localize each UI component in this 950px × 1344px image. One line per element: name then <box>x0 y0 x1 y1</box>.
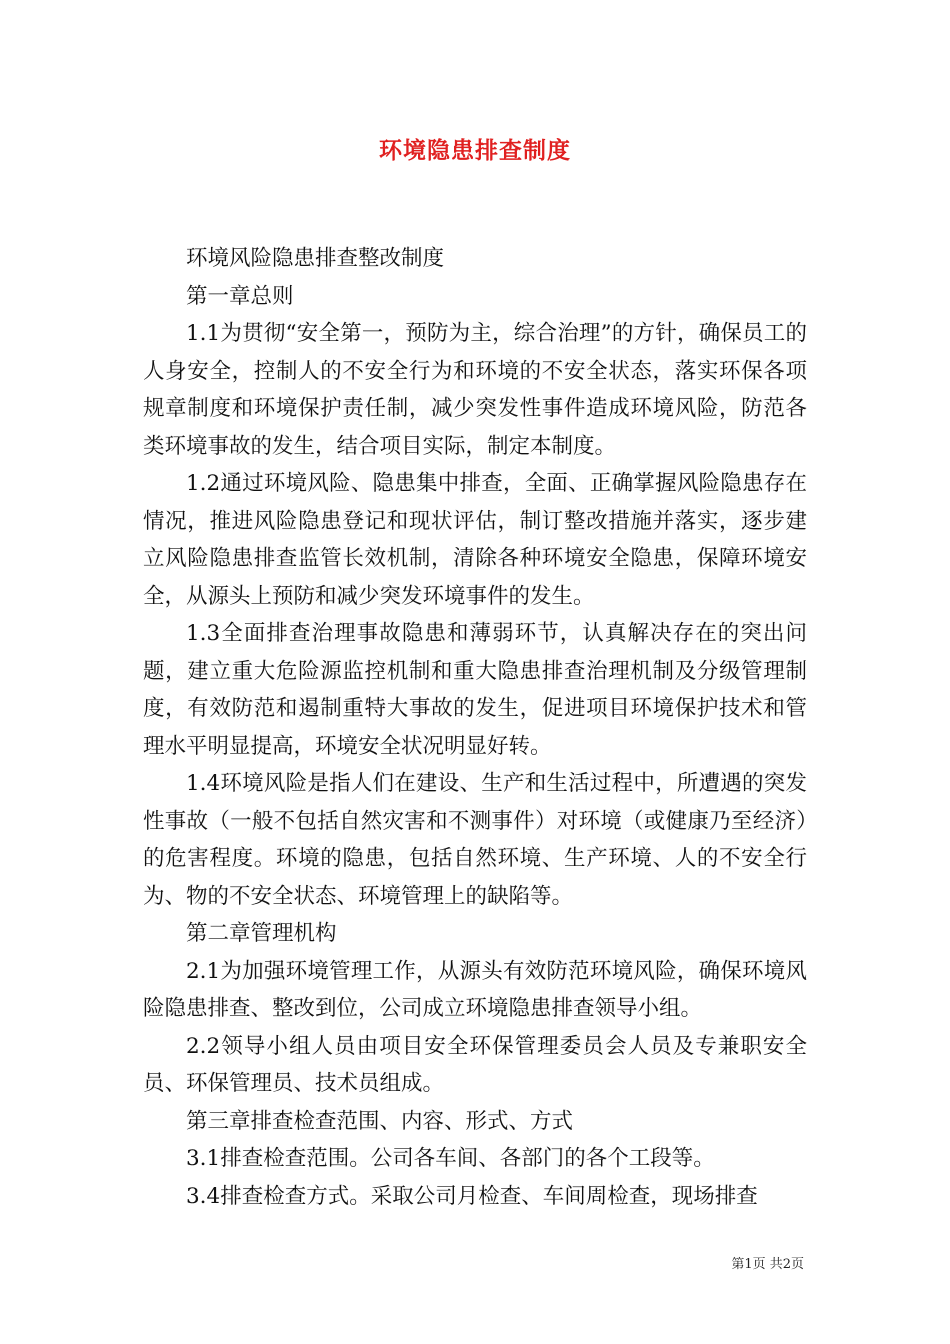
document-body <box>143 240 807 1215</box>
paragraph: 2.1为加强环境管理工作，从源头有效防范环境风险，确保环境风险隐患排查、整改到位，公司成立环境隐患排查领导小组。 <box>143 958 807 1021</box>
paragraph: 1.3全面排查治理事故隐患和薄弱环节，认真解决存在的突出问题，建立重大危险源监控机制和重大隐患排查治理机制及分级管理制度，有效防范和遏制重特大事故的发生，促进项目环境保护技术和管理水平明显提高，环境安全状况明显好转。 <box>143 621 807 759</box>
paragraph: 1.4环境风险是指人们在建设、生产和生活过程中，所遭遇的突发性事故（一般不包括自然灾害和不测事件）对环境（或健康乃至经济）的危害程度。环境的隐患，包括自然环境、生产环境、人的不安全行为、物的不安全状态、环境管理上的缺陷等。 <box>143 771 807 909</box>
chapter-heading: 第二章管理机构 <box>186 921 337 946</box>
page-number: 第1页 共2页 <box>731 1257 804 1272</box>
paragraph: 3.1排查检查范围。公司各车间、各部门的各个工段等。 <box>186 1146 715 1171</box>
paragraph: 环境风险隐患排查整改制度 <box>186 246 445 271</box>
paragraph: 2.2领导小组人员由项目安全环保管理委员会人员及专兼职安全员、环保管理员、技术员组成。 <box>143 1033 807 1096</box>
chapter-heading: 第三章排查检查范围、内容、形式、方式 <box>186 1108 574 1134</box>
paragraph: 3.4排查检查方式。采取公司月检查、车间周检查，现场排查 <box>186 1183 758 1209</box>
document-title: 环境隐患排查制度 <box>379 137 571 164</box>
paragraph: 1.1为贯彻“安全第一，预防为主，综合治理”的方针，确保员工的人身安全，控制人的不安全行为和环境的不安全状态，落实环保各项规章制度和环境保护责任制，减少突发性事件造成环境风险，防范各类环境事故的发生，结合项目实际，制定本制度。 <box>143 321 807 459</box>
chapter-heading: 第一章总则 <box>186 283 294 309</box>
paragraph: 1.2通过环境风险、隐患集中排查，全面、正确掌握风险隐患存在情况，推进风险隐患登记和现状评估，制订整改措施并落实，逐步建立风险隐患排查监管长效机制，清除各种环境安全隐患，保障环境安全，从源头上预防和减少突发环境事件的发生。 <box>143 471 807 609</box>
